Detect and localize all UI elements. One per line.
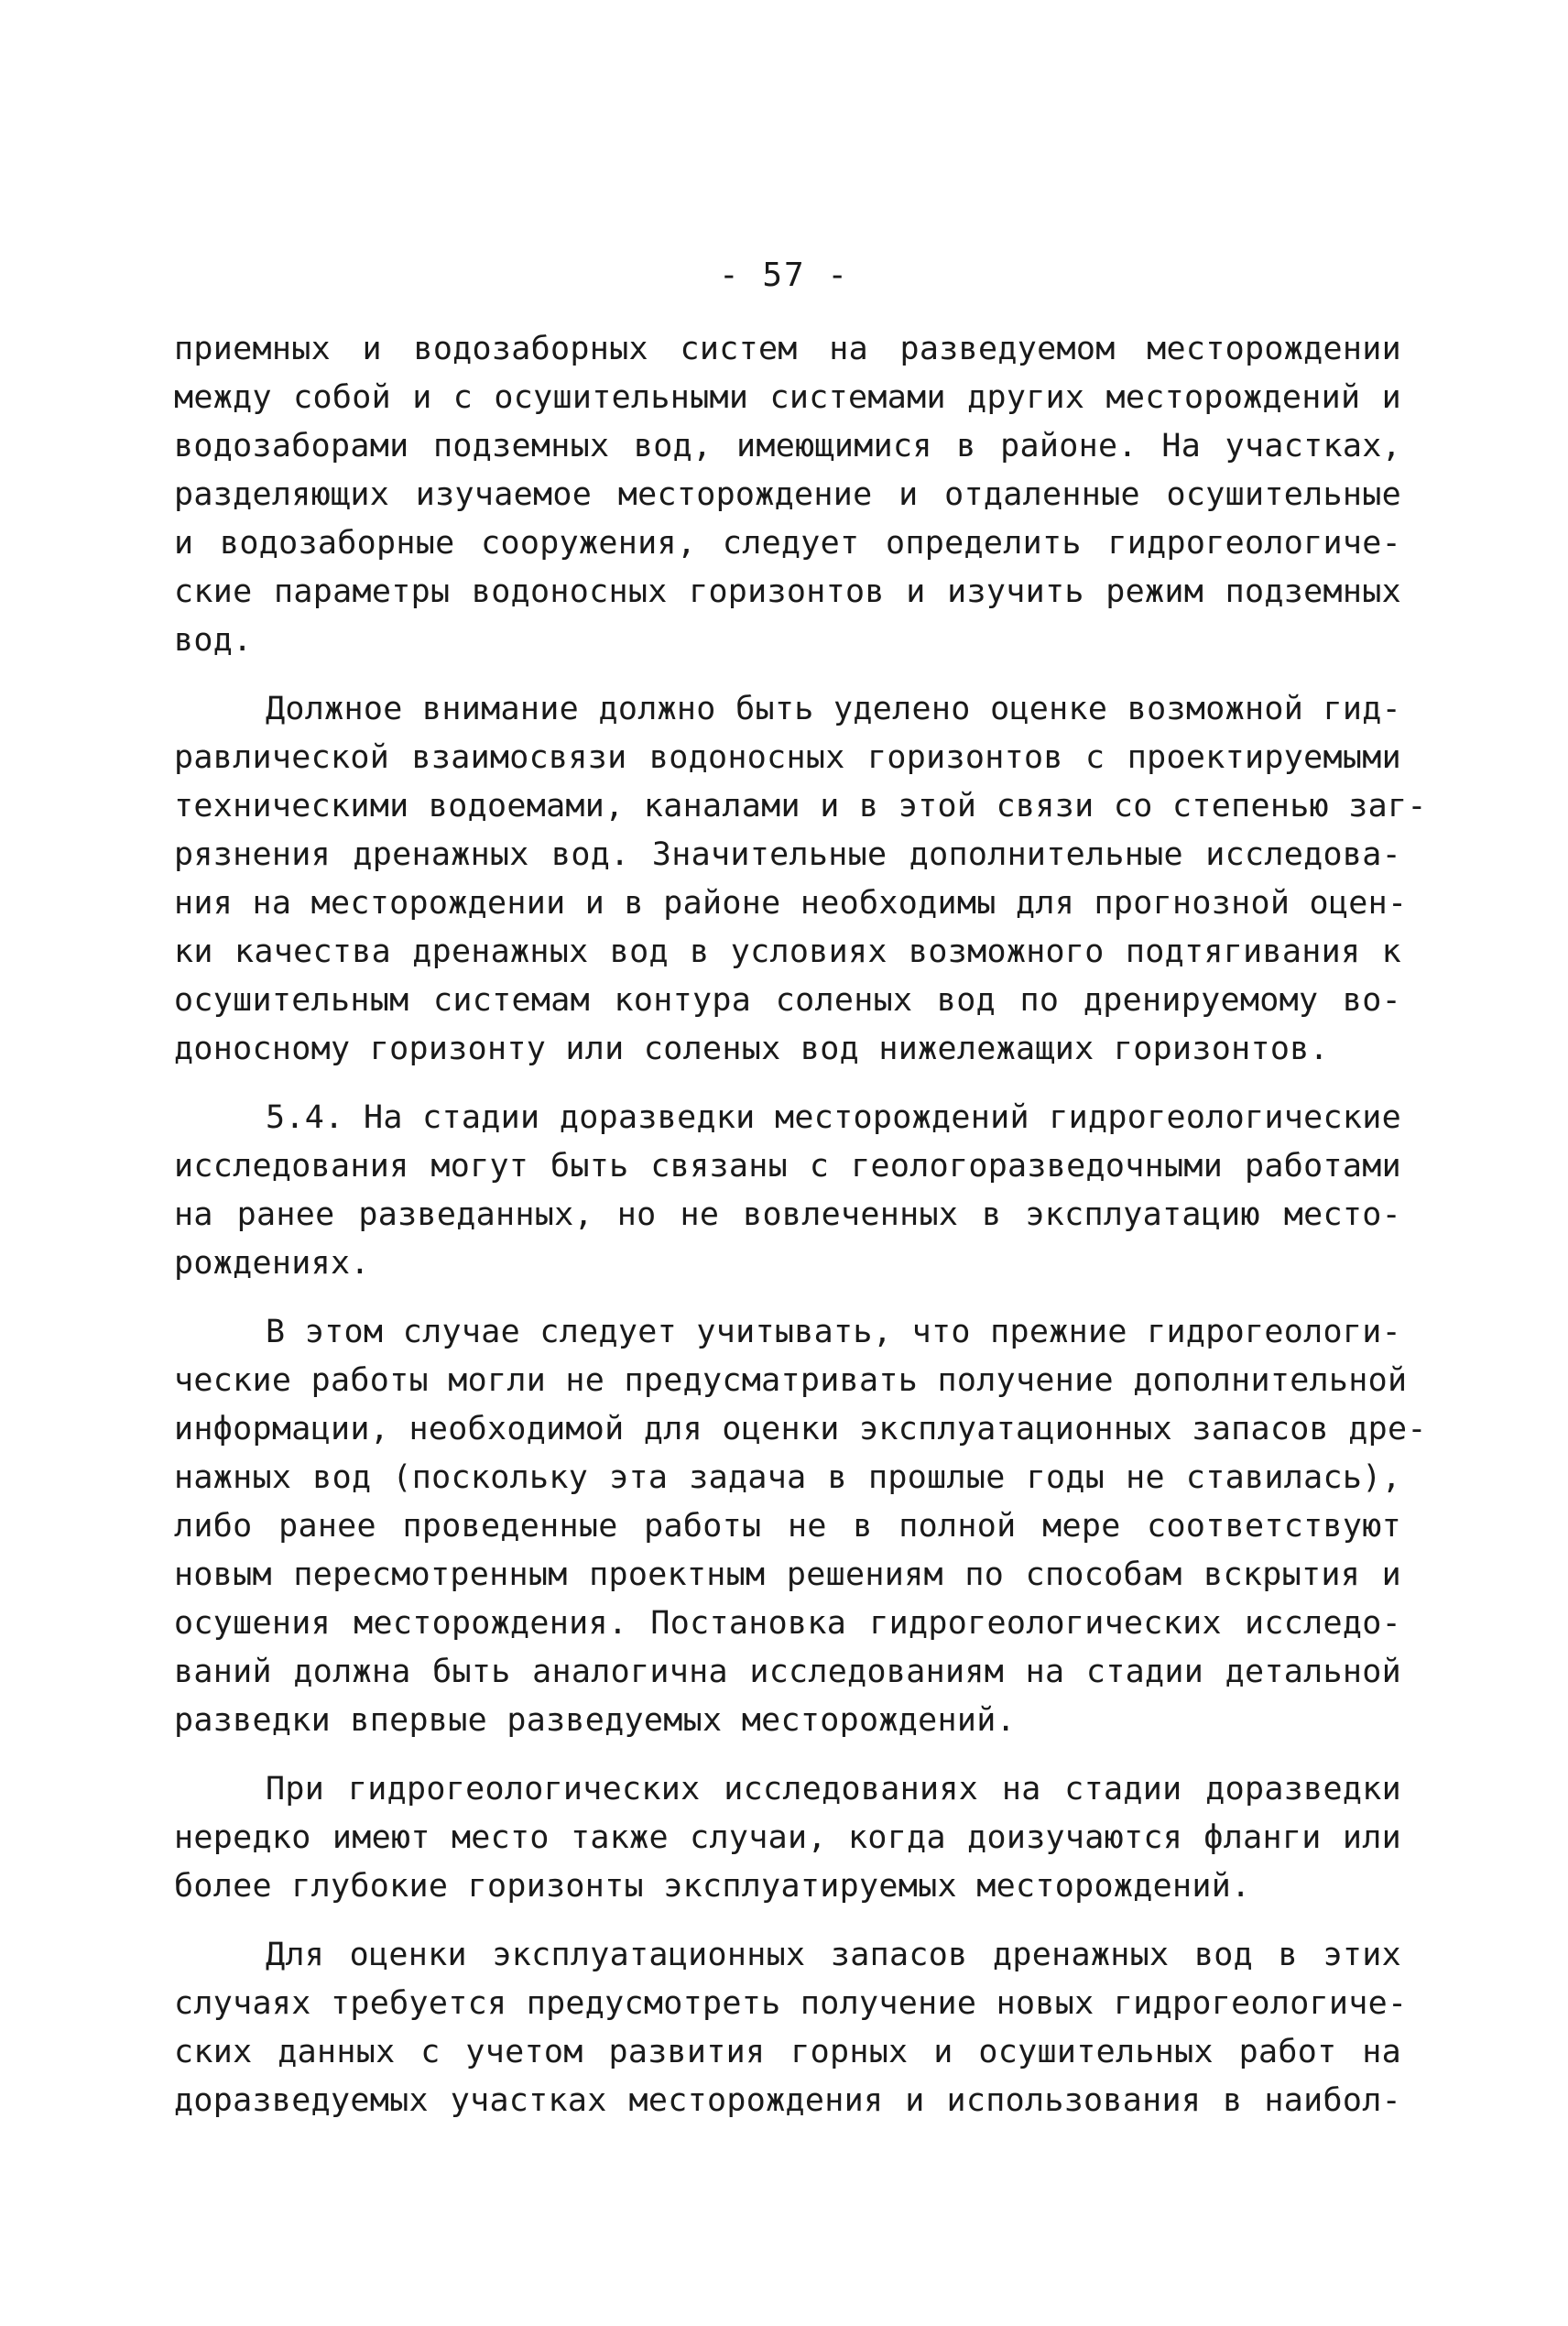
- text-line: нажных вод (поскольку эта задача в прошлые годы не ставилась),: [174, 1459, 1401, 1496]
- text-line: рязнения дренажных вод. Значительные дополнительные исследова-: [174, 836, 1401, 873]
- text-line: более глубокие горизонты эксплуатируемых месторождений.: [174, 1868, 1251, 1905]
- text-line: вод.: [174, 622, 253, 659]
- paragraph-4: [174, 1308, 1427, 1745]
- text-line: на ранее разведанных, но не вовлеченных в эксплуатацию место-: [174, 1196, 1401, 1233]
- text-line: случаях требуется предусмотреть получение новых гидрогеологиче-: [174, 1985, 1408, 2022]
- text-line: доразведуемых участках месторождения и использования в наибол-: [174, 2082, 1401, 2119]
- text-line: доносному горизонту или соленых вод нижележащих горизонтов.: [174, 1031, 1329, 1067]
- paragraph-gap: [174, 1288, 1401, 1308]
- paragraph-1: [174, 325, 1401, 665]
- text-line: информации, необходимой для оценки эксплуатационных запасов дре-: [174, 1411, 1427, 1447]
- body-text: [174, 325, 1427, 2125]
- text-line: Для оценки эксплуатационных запасов дренажных вод в этих: [266, 1937, 1401, 1973]
- text-line: рождениях.: [174, 1245, 370, 1282]
- paragraph-gap: [174, 665, 1401, 685]
- text-line: исследования могут быть связаны с геологоразведочными работами: [174, 1148, 1401, 1185]
- paragraph-gap: [174, 1745, 1401, 1765]
- text-line: нередко имеют место также случаи, когда доизучаются фланги или: [174, 1819, 1401, 1856]
- text-line: между собой и с осушительными системами других месторождений и: [174, 379, 1401, 416]
- text-line: ваний должна быть аналогична исследованиям на стадии детальной: [174, 1654, 1401, 1690]
- paragraph-6: [174, 1931, 1408, 2125]
- text-line: и водозаборные сооружения, следует определить гидрогеологиче-: [174, 525, 1401, 562]
- text-line: ческие работы могли не предусматривать получение дополнительной: [174, 1362, 1408, 1399]
- paragraph-3: [174, 1094, 1401, 1288]
- text-line: ния на месторождении и в районе необходимы для прогнозной оцен-: [174, 885, 1408, 922]
- paragraph-gap: [174, 1911, 1401, 1931]
- text-line: техническими водоемами, каналами и в этой связи со степенью заг-: [174, 788, 1427, 824]
- text-line: Должное внимание должно быть уделено оценке возможной гид-: [266, 691, 1401, 727]
- text-line: осушения месторождения. Постановка гидрогеологических исследо-: [174, 1605, 1401, 1642]
- text-line: равлической взаимосвязи водоносных горизонтов с проектируемыми: [174, 739, 1401, 776]
- paragraph-gap: [174, 1074, 1401, 1094]
- text-line: ские параметры водоносных горизонтов и изучить режим подземных: [174, 573, 1401, 610]
- text-line: разделяющих изучаемое месторождение и отдаленные осушительные: [174, 476, 1401, 513]
- text-line: ских данных с учетом развития горных и осушительных работ на: [174, 2034, 1401, 2070]
- text-line: либо ранее проведенные работы не в полной мере соответствуют: [174, 1508, 1401, 1545]
- text-line: При гидрогеологических исследованиях на стадии доразведки: [266, 1771, 1401, 1807]
- text-line: приемных и водозаборных систем на разведуемом месторождении: [174, 331, 1401, 367]
- paragraph-5: [174, 1765, 1401, 1911]
- text-line: разведки впервые разведуемых месторождений.: [174, 1702, 1016, 1739]
- text-line: 5.4. На стадии доразведки месторождений гидрогеологические: [266, 1099, 1401, 1136]
- text-line: осушительным системам контура соленых вод по дренируемому во-: [174, 982, 1401, 1019]
- text-line: новым пересмотренным проектным решениям по способам вскрытия и: [174, 1556, 1401, 1593]
- page-number: - 57 -: [718, 257, 850, 294]
- paragraph-2: [174, 685, 1427, 1074]
- text-line: ки качества дренажных вод в условиях возможного подтягивания к: [174, 934, 1401, 970]
- text-line: водозаборами подземных вод, имеющимися в районе. На участках,: [174, 428, 1401, 464]
- text-line: В этом случае следует учитывать, что прежние гидрогеологи-: [266, 1314, 1401, 1350]
